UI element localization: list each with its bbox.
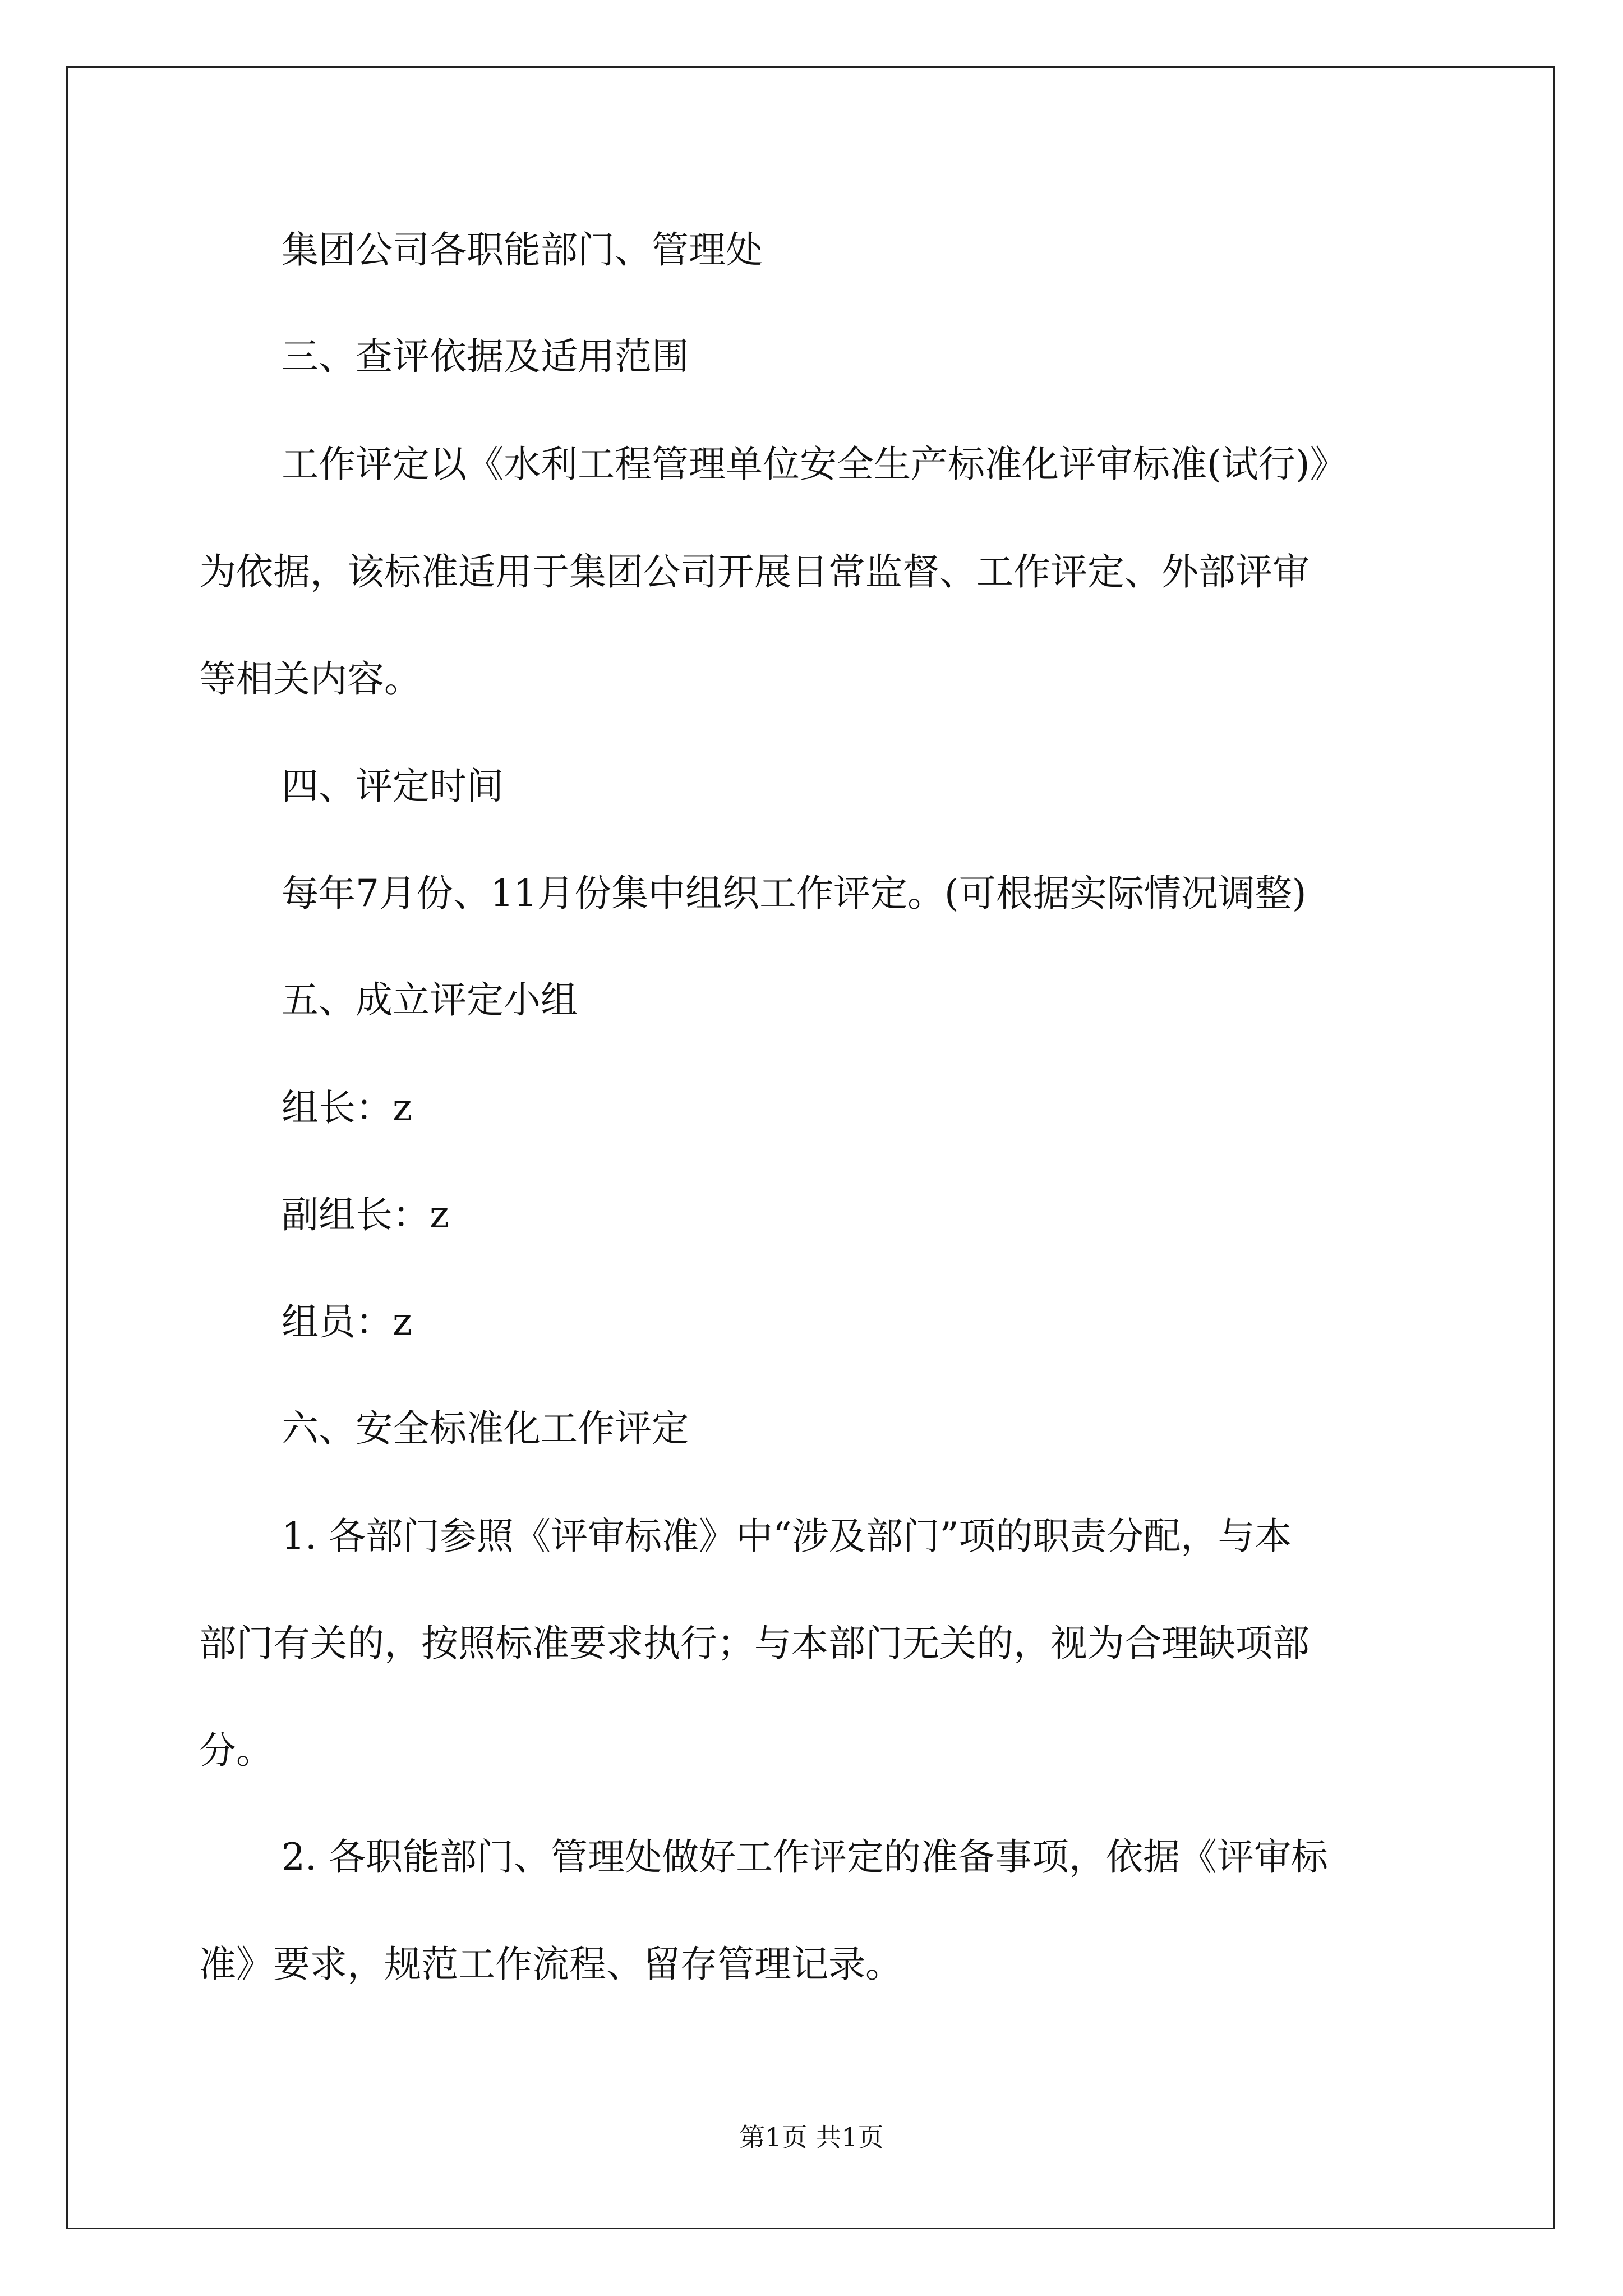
- text-line: 组员：z: [282, 1300, 412, 1343]
- section-heading: 四、评定时间: [282, 765, 504, 808]
- text-line: 分。: [199, 1729, 273, 1772]
- text-line: 准》要求，规范工作流程、留存管理记录。: [199, 1943, 902, 1986]
- text-line: 组长：z: [282, 1086, 412, 1129]
- section-heading: 六、安全标准化工作评定: [282, 1407, 689, 1450]
- text-line: 每年7月份、11月份集中组织工作评定。(可根据实际情况调整): [282, 872, 1307, 915]
- text-line: 集团公司各职能部门、管理处: [282, 228, 763, 272]
- text-line: 工作评定以《水利工程管理单位安全生产标准化评审标准(试行)》: [282, 443, 1347, 486]
- page-footer: 第1页 共1页: [739, 2122, 884, 2152]
- page-border: [66, 66, 1555, 2229]
- text-line: 1. 各部门参照《评审标准》中“涉及部门”项的职责分配，与本: [282, 1515, 1292, 1558]
- section-heading: 三、查评依据及适用范围: [282, 335, 689, 378]
- text-line: 2. 各职能部门、管理处做好工作评定的准备事项，依据《评审标: [282, 1835, 1328, 1879]
- text-line: 部门有关的，按照标准要求执行；与本部门无关的，视为合理缺项部: [199, 1622, 1310, 1665]
- text-line: 等相关内容。: [199, 657, 421, 701]
- text-line: 为依据，该标准适用于集团公司开展日常监督、工作评定、外部评审: [199, 550, 1310, 593]
- text-line: 副组长：z: [282, 1193, 449, 1236]
- section-heading: 五、成立评定小组: [282, 978, 578, 1022]
